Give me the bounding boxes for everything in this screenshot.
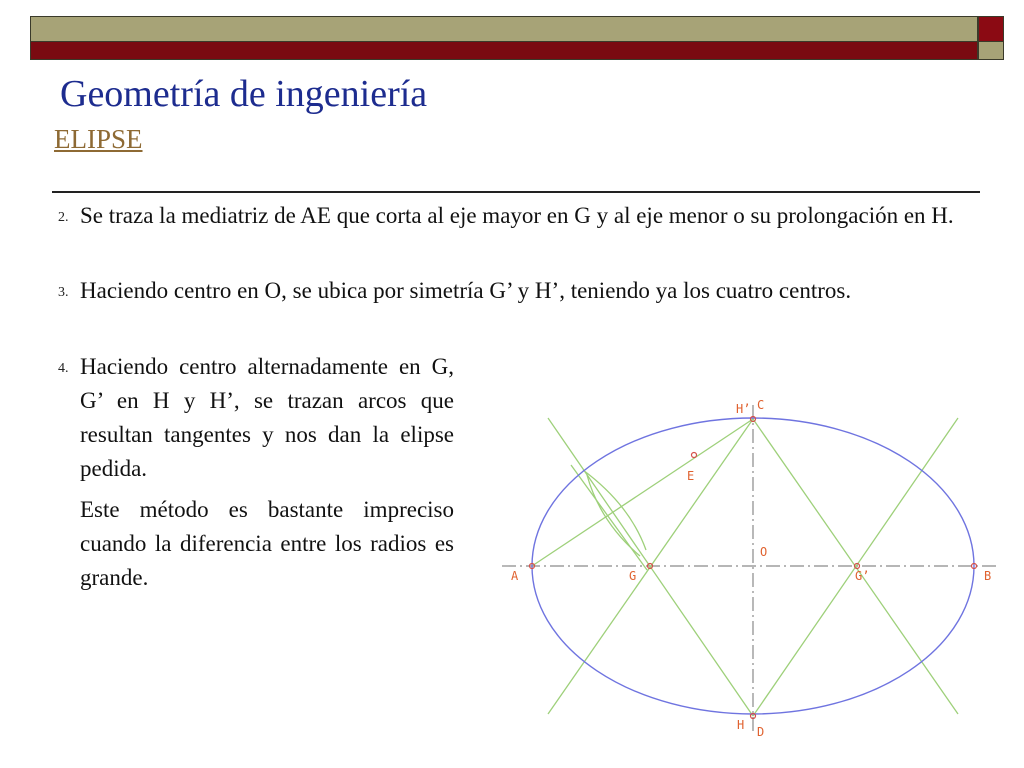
step-text: Se traza la mediatriz de AE que corta al eje mayor en G y al eje menor o su prolongación en H. (80, 203, 954, 228)
label-H-prime: H’ (736, 402, 751, 416)
step-number: 3. (58, 285, 69, 300)
corner-block-olive (978, 42, 1004, 60)
label-B: B (984, 569, 992, 583)
line-AC (532, 419, 753, 566)
step-number: 2. (58, 210, 69, 225)
step-item (58, 199, 962, 233)
note-text: Este método es bastante impreciso cuando la diferencia entre los radios es grande. (80, 497, 454, 590)
divider-line (52, 191, 980, 193)
slide-subtitle: ELIPSE (54, 124, 143, 154)
point-labels (511, 398, 991, 739)
label-C: C (757, 398, 765, 412)
label-A: A (511, 569, 519, 583)
step-number: 4. (58, 361, 69, 376)
label-O: O (760, 545, 768, 559)
corner-block-red (978, 16, 1004, 42)
step-item (58, 350, 454, 486)
label-E: E (687, 469, 695, 483)
slide-title: Geometría de ingeniería (60, 73, 428, 115)
label-H: H (737, 718, 745, 732)
note-paragraph (80, 493, 454, 595)
label-D: D (757, 725, 765, 739)
label-G: G (629, 569, 637, 583)
label-G-prime: G’ (855, 569, 870, 583)
header-bar-bottom (30, 42, 978, 60)
step-text: Haciendo centro alternadamente en G, G’ en H y H’, se trazan arcos que resultan tangentes y nos dan la elipse pedida. (80, 354, 454, 481)
step-item (58, 274, 962, 308)
perpendicular-bisector (571, 465, 647, 570)
header-bar-top (30, 16, 978, 42)
ellipse-construction-figure (490, 395, 1010, 755)
step-text: Haciendo centro en O, se ubica por simetría G’ y H’, teniendo ya los cuatro centros. (80, 278, 852, 303)
point-E (692, 453, 697, 458)
